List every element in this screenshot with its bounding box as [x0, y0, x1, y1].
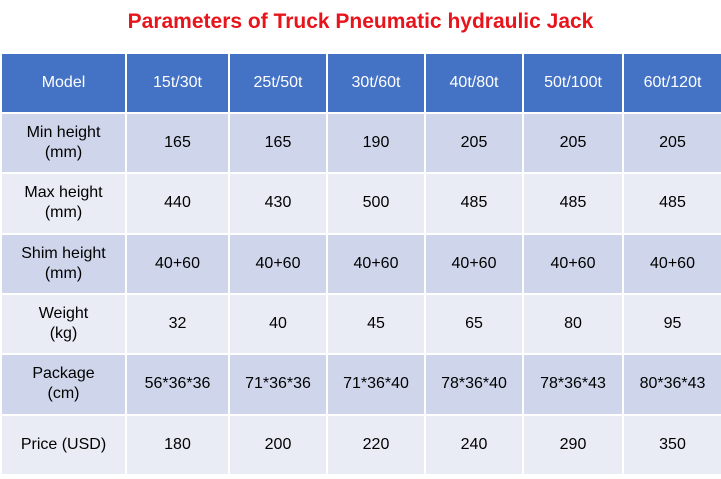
table-header-row: [1, 53, 721, 113]
table-cell: 180: [126, 415, 229, 475]
table-cell: 40: [229, 294, 327, 354]
table-row: [1, 415, 721, 475]
table-row: [1, 113, 721, 173]
table-cell: 205: [523, 113, 623, 173]
column-header: 30t/60t: [327, 53, 425, 113]
table-cell: 40+60: [523, 234, 623, 294]
column-header: 60t/120t: [623, 53, 721, 113]
table-cell: 40+60: [327, 234, 425, 294]
column-header: Model: [1, 53, 126, 113]
table-cell: 78*36*43: [523, 354, 623, 414]
table-cell: 220: [327, 415, 425, 475]
table-cell: 190: [327, 113, 425, 173]
table-cell: 485: [523, 173, 623, 233]
table-cell: 32: [126, 294, 229, 354]
row-label: [1, 234, 126, 294]
row-label-unit: (kg): [49, 325, 78, 343]
table-row: [1, 173, 721, 233]
table-cell: 78*36*40: [425, 354, 523, 414]
table-row: [1, 234, 721, 294]
row-label-line: Weight: [38, 305, 89, 323]
row-label: [1, 354, 126, 414]
row-label-unit: (mm): [44, 144, 83, 162]
table-cell: 40+60: [425, 234, 523, 294]
page-title: Parameters of Truck Pneumatic hydraulic Jack: [127, 10, 594, 33]
table-cell: 200: [229, 415, 327, 475]
table-cell: 165: [126, 113, 229, 173]
table-cell: 430: [229, 173, 327, 233]
table-cell: 40+60: [623, 234, 721, 294]
table-cell: 290: [523, 415, 623, 475]
column-header: 15t/30t: [126, 53, 229, 113]
table-cell: 485: [623, 173, 721, 233]
table-cell: 71*36*40: [327, 354, 425, 414]
table-row: [1, 354, 721, 414]
row-label: Price (USD): [1, 415, 126, 475]
column-header: 40t/80t: [425, 53, 523, 113]
row-label-unit: (cm): [47, 385, 80, 403]
row-label-line: Package: [32, 365, 95, 383]
table-cell: 80*36*43: [623, 354, 721, 414]
row-label-line: Min height: [26, 124, 101, 142]
table-cell: 56*36*36: [126, 354, 229, 414]
row-label-line: Shim height: [21, 244, 106, 262]
table-cell: 45: [327, 294, 425, 354]
table-cell: 40+60: [126, 234, 229, 294]
row-label-line: Max height: [24, 184, 103, 202]
table-cell: 165: [229, 113, 327, 173]
table-cell: 205: [425, 113, 523, 173]
table-cell: 350: [623, 415, 721, 475]
table-cell: 485: [425, 173, 523, 233]
table-cell: 95: [623, 294, 721, 354]
column-header: 50t/100t: [523, 53, 623, 113]
row-label: [1, 113, 126, 173]
row-label: [1, 173, 126, 233]
column-header: 25t/50t: [229, 53, 327, 113]
row-label-unit: (mm): [44, 264, 83, 282]
parameters-table: [0, 52, 721, 476]
table-cell: 40+60: [229, 234, 327, 294]
table-cell: 65: [425, 294, 523, 354]
table-cell: 500: [327, 173, 425, 233]
table-cell: 440: [126, 173, 229, 233]
table-cell: 80: [523, 294, 623, 354]
table-cell: 205: [623, 113, 721, 173]
table-row: [1, 294, 721, 354]
row-label-unit: (mm): [44, 204, 83, 222]
table-cell: 240: [425, 415, 523, 475]
row-label: [1, 294, 126, 354]
table-cell: 71*36*36: [229, 354, 327, 414]
